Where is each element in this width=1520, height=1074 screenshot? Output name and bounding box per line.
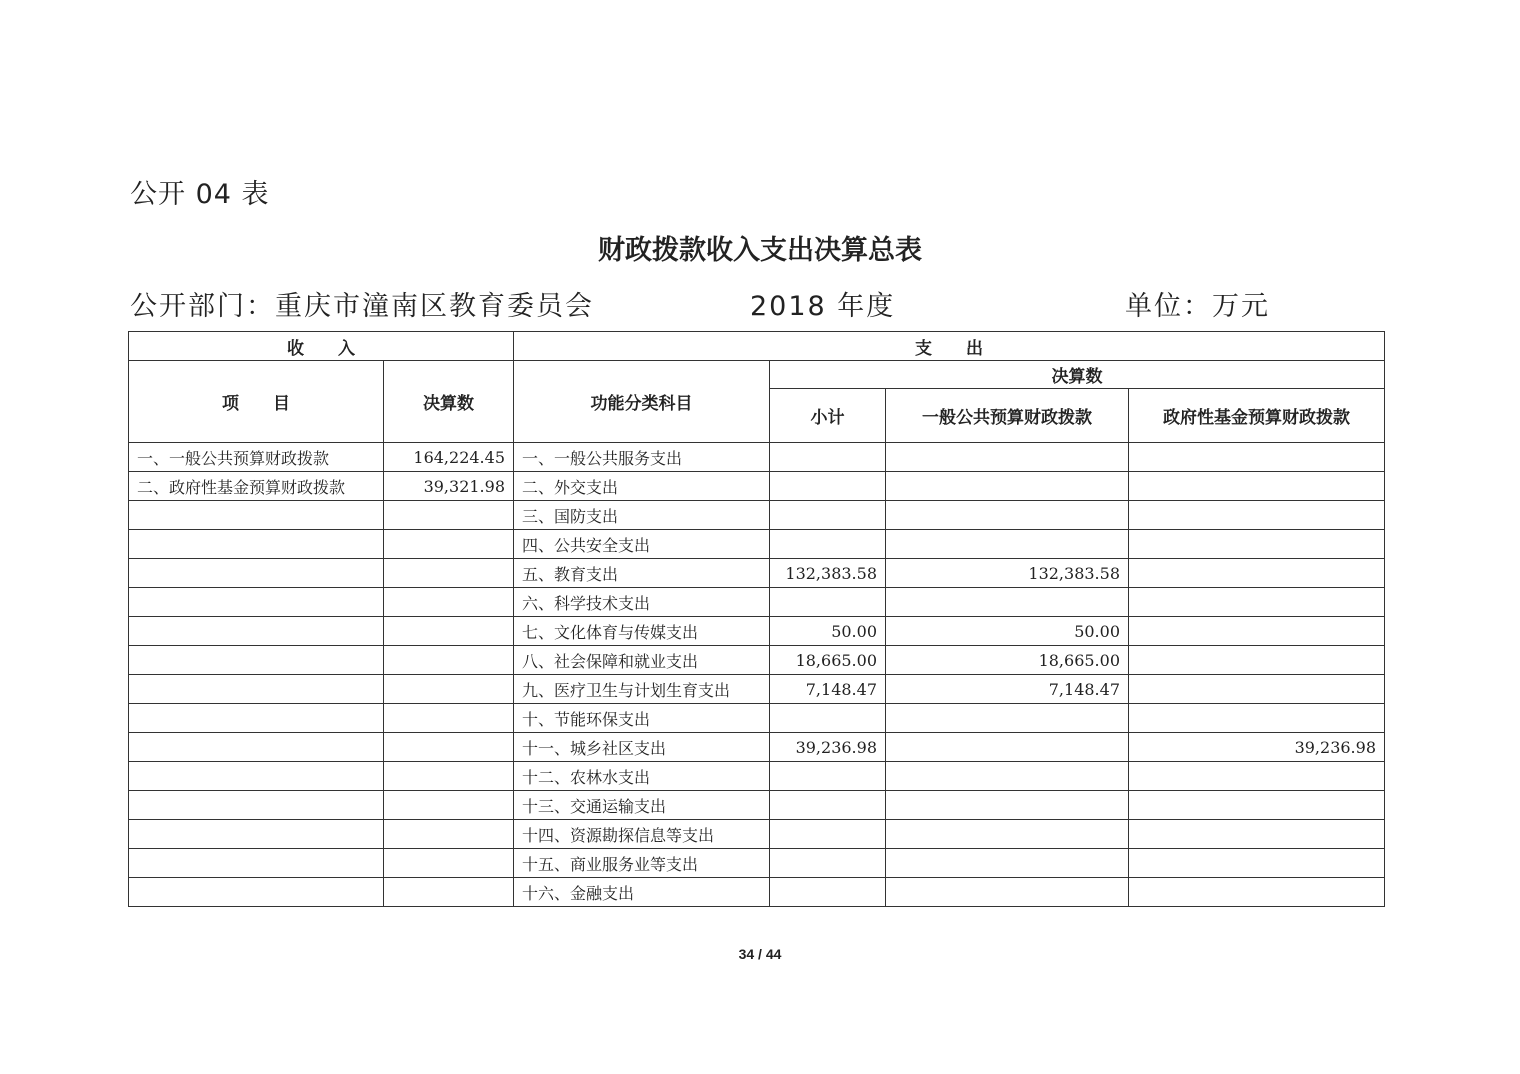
function-item-cell: 一、一般公共服务支出	[514, 443, 770, 472]
budget-table	[128, 331, 1385, 907]
fund-budget-cell	[1129, 820, 1385, 849]
department-label: 公开部门：重庆市潼南区教育委员会	[130, 291, 594, 322]
general-budget-cell	[886, 733, 1129, 762]
income-amount-cell: 164,224.45	[384, 443, 514, 472]
function-item-cell: 十、节能环保支出	[514, 704, 770, 733]
income-group-header: 收 入	[129, 332, 514, 361]
fund-budget-cell	[1129, 704, 1385, 733]
subtotal-cell: 50.00	[770, 617, 886, 646]
col-fund-header: 政府性基金预算财政拨款	[1129, 389, 1385, 443]
table-code: 公开 04 表	[130, 179, 270, 210]
general-budget-cell	[886, 849, 1129, 878]
col-item-header: 项 目	[129, 361, 384, 443]
income-amount-cell	[384, 530, 514, 559]
general-budget-cell	[886, 472, 1129, 501]
subtotal-cell	[770, 443, 886, 472]
income-item-cell	[129, 878, 384, 907]
table-row	[129, 559, 1385, 588]
fund-budget-cell	[1129, 646, 1385, 675]
col-subtotal-header: 小计	[770, 389, 886, 443]
income-amount-cell	[384, 791, 514, 820]
general-budget-cell	[886, 878, 1129, 907]
general-budget-cell: 7,148.47	[886, 675, 1129, 704]
expense-group-header: 支 出	[514, 332, 1385, 361]
income-amount-cell	[384, 733, 514, 762]
subtotal-cell	[770, 791, 886, 820]
income-amount-cell	[384, 588, 514, 617]
year-label: 2018 年度	[750, 291, 896, 322]
income-item-cell	[129, 762, 384, 791]
table-row	[129, 472, 1385, 501]
income-item-cell	[129, 791, 384, 820]
subtotal-cell	[770, 704, 886, 733]
fund-budget-cell	[1129, 675, 1385, 704]
unit-label: 单位：万元	[1125, 291, 1270, 322]
function-item-cell: 九、医疗卫生与计划生育支出	[514, 675, 770, 704]
fund-budget-cell: 39,236.98	[1129, 733, 1385, 762]
fund-budget-cell	[1129, 617, 1385, 646]
table-row	[129, 501, 1385, 530]
income-amount-cell	[384, 878, 514, 907]
income-amount-cell	[384, 849, 514, 878]
col-function-header: 功能分类科目	[514, 361, 770, 443]
fund-budget-cell	[1129, 878, 1385, 907]
page-title: 财政拨款收入支出决算总表	[598, 235, 922, 266]
income-amount-cell	[384, 646, 514, 675]
table-body	[129, 443, 1385, 907]
function-item-cell: 三、国防支出	[514, 501, 770, 530]
general-budget-cell	[886, 501, 1129, 530]
income-item-cell: 二、政府性基金预算财政拨款	[129, 472, 384, 501]
fund-budget-cell	[1129, 559, 1385, 588]
general-budget-cell	[886, 704, 1129, 733]
general-budget-cell	[886, 762, 1129, 791]
subtotal-cell: 132,383.58	[770, 559, 886, 588]
function-item-cell: 四、公共安全支出	[514, 530, 770, 559]
function-item-cell: 十三、交通运输支出	[514, 791, 770, 820]
col-general-header: 一般公共预算财政拨款	[886, 389, 1129, 443]
fund-budget-cell	[1129, 472, 1385, 501]
general-budget-cell: 132,383.58	[886, 559, 1129, 588]
function-item-cell: 十四、资源勘探信息等支出	[514, 820, 770, 849]
income-amount-cell: 39,321.98	[384, 472, 514, 501]
income-item-cell	[129, 646, 384, 675]
subtotal-cell: 7,148.47	[770, 675, 886, 704]
subtotal-cell	[770, 820, 886, 849]
income-item-cell	[129, 704, 384, 733]
table-row	[129, 878, 1385, 907]
subtotal-cell	[770, 530, 886, 559]
subtotal-cell: 18,665.00	[770, 646, 886, 675]
page-number: 34 / 44	[738, 946, 782, 962]
income-item-cell	[129, 588, 384, 617]
table-row	[129, 791, 1385, 820]
col-amount-header: 决算数	[384, 361, 514, 443]
subtotal-cell	[770, 501, 886, 530]
table-row	[129, 646, 1385, 675]
income-item-cell	[129, 617, 384, 646]
income-amount-cell	[384, 559, 514, 588]
fund-budget-cell	[1129, 849, 1385, 878]
subtotal-cell	[770, 849, 886, 878]
table-row	[129, 588, 1385, 617]
function-item-cell: 十二、农林水支出	[514, 762, 770, 791]
income-item-cell	[129, 820, 384, 849]
fund-budget-cell	[1129, 762, 1385, 791]
income-item-cell	[129, 733, 384, 762]
table-row	[129, 762, 1385, 791]
function-item-cell: 五、教育支出	[514, 559, 770, 588]
function-item-cell: 十五、商业服务业等支出	[514, 849, 770, 878]
income-item-cell: 一、一般公共预算财政拨款	[129, 443, 384, 472]
fund-budget-cell	[1129, 588, 1385, 617]
income-amount-cell	[384, 617, 514, 646]
table-row	[129, 704, 1385, 733]
subtotal-cell: 39,236.98	[770, 733, 886, 762]
general-budget-cell	[886, 443, 1129, 472]
income-amount-cell	[384, 501, 514, 530]
subtotal-cell	[770, 762, 886, 791]
general-budget-cell: 18,665.00	[886, 646, 1129, 675]
table-row	[129, 617, 1385, 646]
subtotal-cell	[770, 878, 886, 907]
general-budget-cell	[886, 588, 1129, 617]
table-row	[129, 733, 1385, 762]
fund-budget-cell	[1129, 791, 1385, 820]
function-item-cell: 六、科学技术支出	[514, 588, 770, 617]
fund-budget-cell	[1129, 530, 1385, 559]
function-item-cell: 七、文化体育与传媒支出	[514, 617, 770, 646]
income-amount-cell	[384, 762, 514, 791]
general-budget-cell	[886, 820, 1129, 849]
table-row	[129, 820, 1385, 849]
income-item-cell	[129, 849, 384, 878]
income-item-cell	[129, 559, 384, 588]
income-item-cell	[129, 501, 384, 530]
function-item-cell: 十六、金融支出	[514, 878, 770, 907]
table-row	[129, 443, 1385, 472]
table-row	[129, 849, 1385, 878]
function-item-cell: 八、社会保障和就业支出	[514, 646, 770, 675]
general-budget-cell	[886, 530, 1129, 559]
general-budget-cell: 50.00	[886, 617, 1129, 646]
table-row	[129, 675, 1385, 704]
income-amount-cell	[384, 675, 514, 704]
income-item-cell	[129, 675, 384, 704]
income-amount-cell	[384, 704, 514, 733]
table-row	[129, 530, 1385, 559]
subtotal-cell	[770, 472, 886, 501]
general-budget-cell	[886, 791, 1129, 820]
fund-budget-cell	[1129, 501, 1385, 530]
function-item-cell: 二、外交支出	[514, 472, 770, 501]
subtotal-cell	[770, 588, 886, 617]
col-final-header: 决算数	[770, 361, 1385, 389]
income-item-cell	[129, 530, 384, 559]
fund-budget-cell	[1129, 443, 1385, 472]
income-amount-cell	[384, 820, 514, 849]
function-item-cell: 十一、城乡社区支出	[514, 733, 770, 762]
